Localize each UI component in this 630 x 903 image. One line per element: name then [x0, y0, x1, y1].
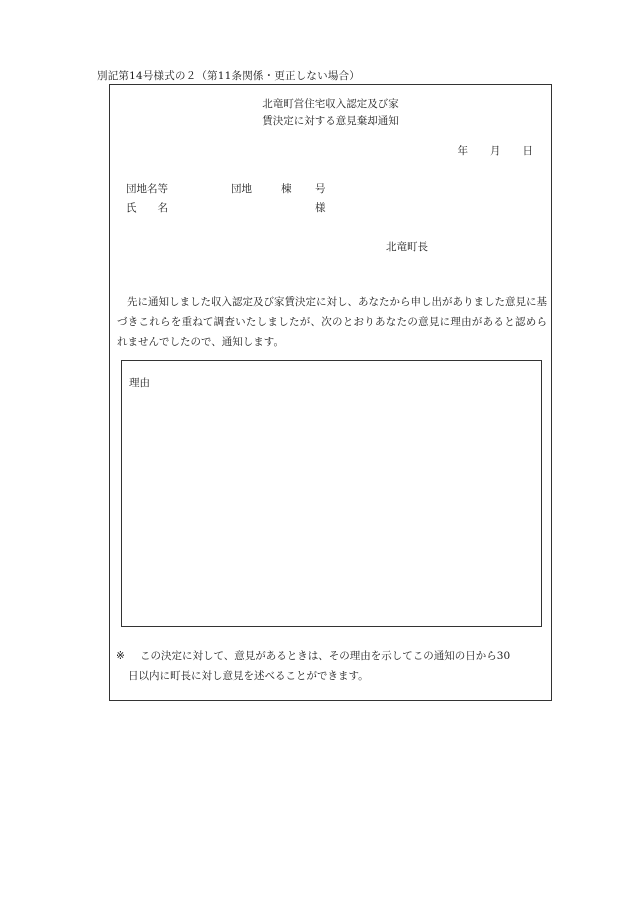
date-year-label: 年: [457, 145, 468, 157]
note-mark: ※: [116, 650, 125, 662]
note-line-2: 日以内に町長に対し意見を述べることができます。: [128, 670, 369, 682]
mayor-title: 北竜町長: [386, 241, 428, 253]
building-suffix: 棟: [281, 183, 292, 195]
appeal-note: [116, 646, 546, 686]
title-line-2: 賃決定に対する意見棄却通知: [262, 115, 399, 127]
date-month-label: 月: [490, 145, 501, 157]
notice-body: 先に通知しました収入認定及び家賃決定に対し、あなたから申し出がありました意見に基づきこれらを重ねて調査いたしましたが、次のとおりあなたの意見に理由があると認められませんでしたので、通知します。: [117, 296, 547, 348]
honorific: 様: [315, 202, 326, 214]
reason-box: [121, 360, 542, 627]
form-title: [110, 96, 551, 130]
reason-label: 理由: [129, 377, 150, 389]
note-line-1: この決定に対して、意見があるときは、その理由を示してこの通知の日から30: [140, 650, 511, 662]
unit-suffix: 号: [315, 183, 326, 195]
complex-suffix: 団地: [231, 183, 252, 195]
date-row: [458, 143, 534, 158]
notice-form: [109, 84, 552, 701]
name-label: 氏 名: [126, 202, 168, 214]
complex-name-label: 団地名等: [126, 183, 168, 195]
date-day-label: 日: [522, 145, 533, 157]
title-line-1: 北竜町営住宅収入認定及び家: [262, 98, 399, 110]
form-reference: 別記第14号様式の２（第11条関係・更正しない場合）: [97, 70, 360, 82]
